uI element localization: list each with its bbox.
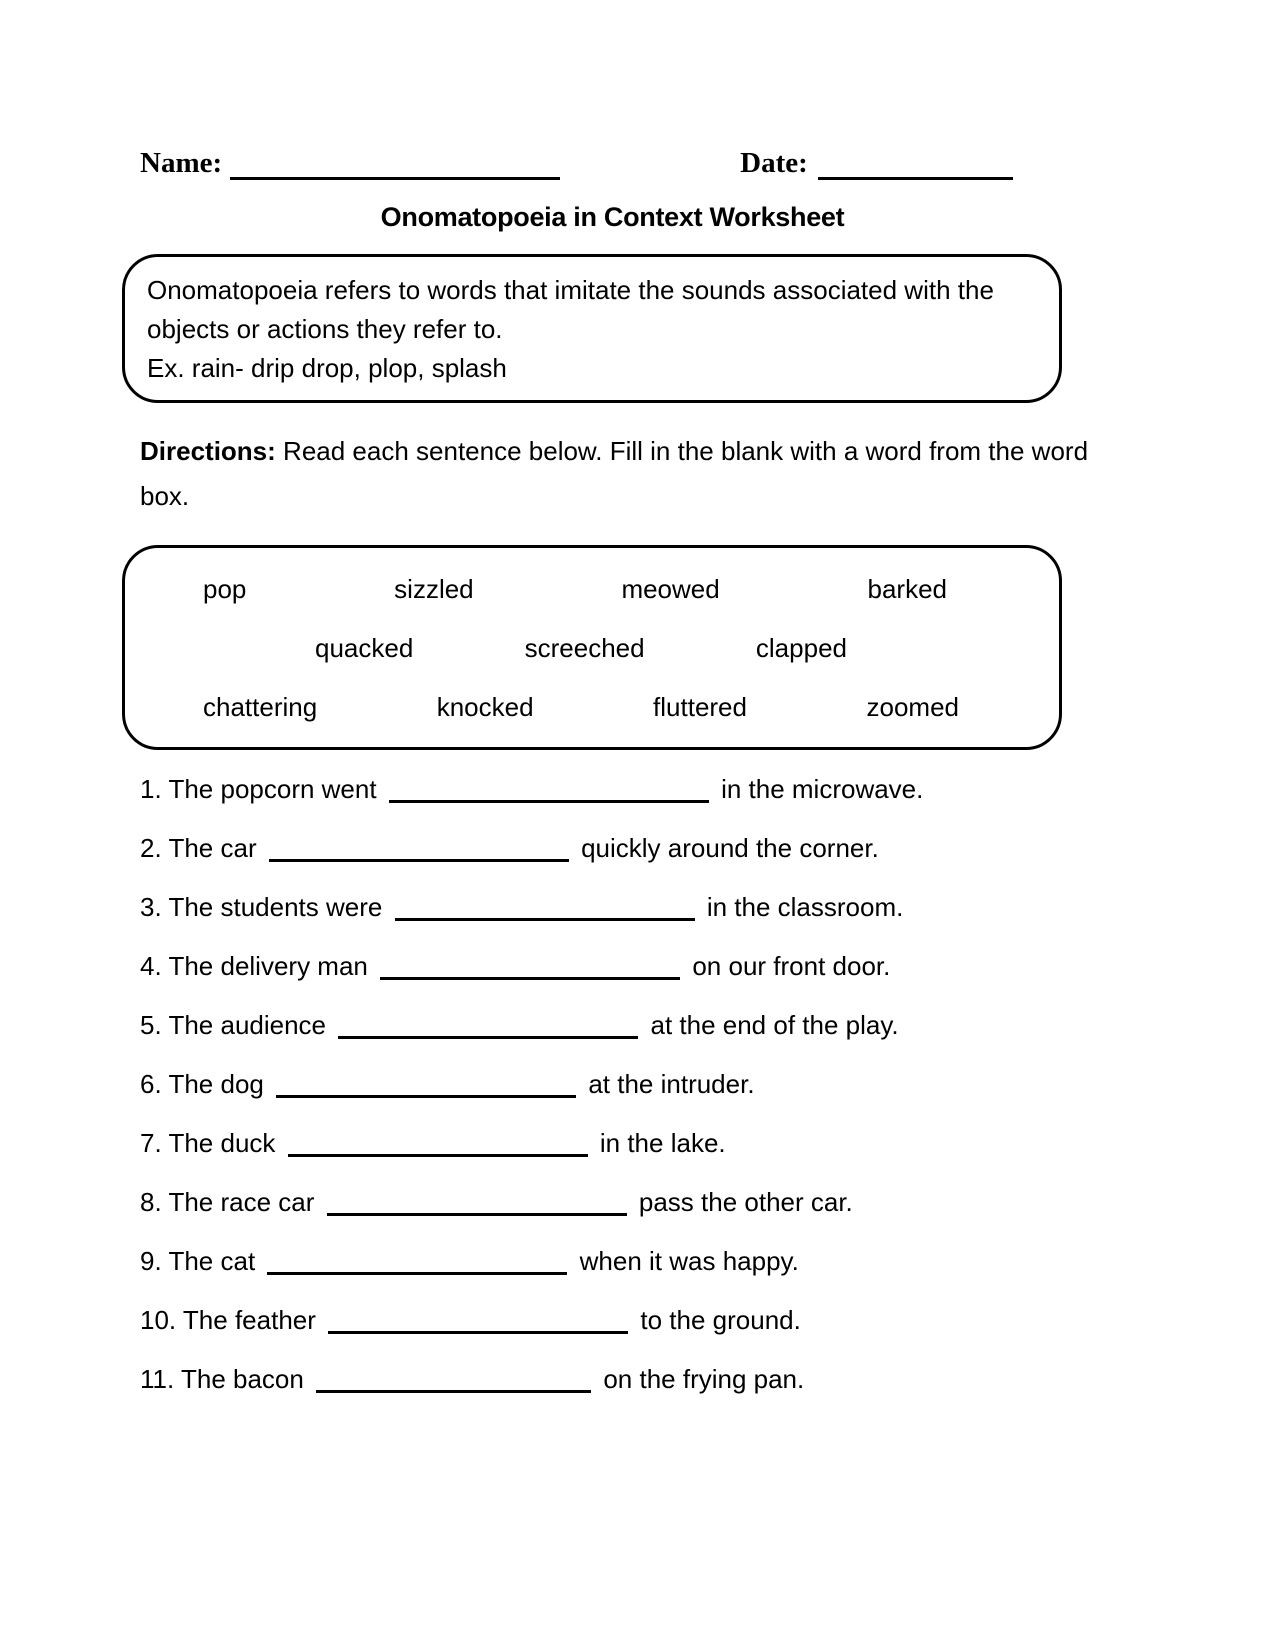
sentence-row-3 <box>140 894 1275 921</box>
word-bank-row-3 <box>125 678 1059 737</box>
answer-blank <box>269 858 569 862</box>
answer-blank <box>288 1153 588 1157</box>
sentence-row-8 <box>140 1189 1275 1216</box>
sentence-text-after: at the intruder. <box>588 1069 755 1099</box>
sentence-text-after: when it was happy. <box>579 1246 799 1276</box>
sentence-list <box>140 776 1275 1393</box>
sentence-text-before: The cat <box>168 1246 256 1276</box>
answer-blank <box>338 1035 638 1039</box>
name-label: Name: <box>140 147 223 179</box>
sentence-text-after: in the classroom. <box>706 892 904 922</box>
definition-line-2: objects or actions they refer to. <box>147 314 503 344</box>
sentence-text-before: The feather <box>182 1305 316 1335</box>
answer-blank <box>267 1271 567 1275</box>
sentence-number: 2. <box>140 833 162 863</box>
sentence-text-before: The car <box>168 833 257 863</box>
word-bank-word: barked <box>867 574 947 604</box>
date-group <box>740 147 1013 180</box>
sentence-text-after: in the microwave. <box>721 774 924 804</box>
name-write-line <box>230 147 560 180</box>
directions <box>140 429 1095 519</box>
sentence-row-2 <box>140 835 1275 862</box>
answer-blank <box>316 1389 591 1393</box>
directions-text: Read each sentence below. Fill in the blank with a word from the word box. <box>140 436 1089 511</box>
sentence-text-after: on the frying pan. <box>603 1364 805 1394</box>
sentence-text-before: The popcorn went <box>168 774 377 804</box>
sentence-number: 11. <box>140 1364 175 1394</box>
sentence-number: 5. <box>140 1010 162 1040</box>
sentence-text-before: The duck <box>168 1128 276 1158</box>
date-write-line <box>818 147 1013 180</box>
answer-blank <box>395 917 695 921</box>
sentence-text-before: The audience <box>168 1010 327 1040</box>
page-title: Onomatopoeia in Context Worksheet <box>380 202 845 232</box>
word-bank-row-1 <box>125 560 1059 619</box>
sentence-text-after: at the end of the play. <box>650 1010 899 1040</box>
sentence-number: 8. <box>140 1187 162 1217</box>
sentence-text-after: pass the other car. <box>638 1187 853 1217</box>
sentence-text-after: to the ground. <box>640 1305 801 1335</box>
date-label: Date: <box>740 147 808 179</box>
sentence-number: 4. <box>140 951 162 981</box>
sentence-number: 1. <box>140 774 162 804</box>
sentence-text-after: quickly around the corner. <box>581 833 879 863</box>
header <box>140 140 1275 180</box>
definition-line-3: Ex. rain- drip drop, plop, splash <box>147 353 507 383</box>
answer-blank <box>380 976 680 980</box>
word-bank-word: fluttered <box>653 692 747 722</box>
answer-blank <box>327 1212 627 1216</box>
word-bank-box <box>122 545 1062 750</box>
definition-line-1: Onomatopoeia refers to words that imitate the sounds associated with the <box>147 275 994 305</box>
word-bank-word: screeched <box>524 633 645 663</box>
sentence-number: 3. <box>140 892 162 922</box>
sentence-text-before: The bacon <box>180 1364 304 1394</box>
word-bank-row-2 <box>125 619 1059 678</box>
sentence-text-after: in the lake. <box>599 1128 726 1158</box>
directions-label: Directions: <box>140 436 276 466</box>
word-bank-word: meowed <box>621 574 720 604</box>
sentence-row-6 <box>140 1071 1275 1098</box>
sentence-number: 7. <box>140 1128 162 1158</box>
sentence-row-9 <box>140 1248 1275 1275</box>
word-bank-word: zoomed <box>866 692 959 722</box>
sentence-number: 6. <box>140 1069 162 1099</box>
sentence-row-5 <box>140 1012 1275 1039</box>
sentence-text-before: The race car <box>168 1187 315 1217</box>
sentence-row-4 <box>140 953 1275 980</box>
sentence-text-before: The dog <box>168 1069 264 1099</box>
sentence-text-after: on our front door. <box>692 951 891 981</box>
definition-box <box>122 254 1062 403</box>
sentence-number: 9. <box>140 1246 162 1276</box>
word-bank-word: sizzled <box>394 574 474 604</box>
answer-blank <box>389 799 709 803</box>
word-bank-word: knocked <box>436 692 534 722</box>
word-bank-word: clapped <box>755 633 847 663</box>
sentence-text-before: The students were <box>168 892 383 922</box>
answer-blank <box>276 1094 576 1098</box>
sentence-number: 10. <box>140 1305 177 1335</box>
sentence-row-10 <box>140 1307 1275 1334</box>
answer-blank <box>328 1330 628 1334</box>
sentence-row-11 <box>140 1366 1275 1393</box>
word-bank-word: quacked <box>315 633 414 663</box>
sentence-text-before: The delivery man <box>168 951 368 981</box>
word-bank-word: chattering <box>203 692 318 722</box>
sentence-row-1 <box>140 776 1275 803</box>
word-bank-word: pop <box>203 574 247 604</box>
sentence-row-7 <box>140 1130 1275 1157</box>
